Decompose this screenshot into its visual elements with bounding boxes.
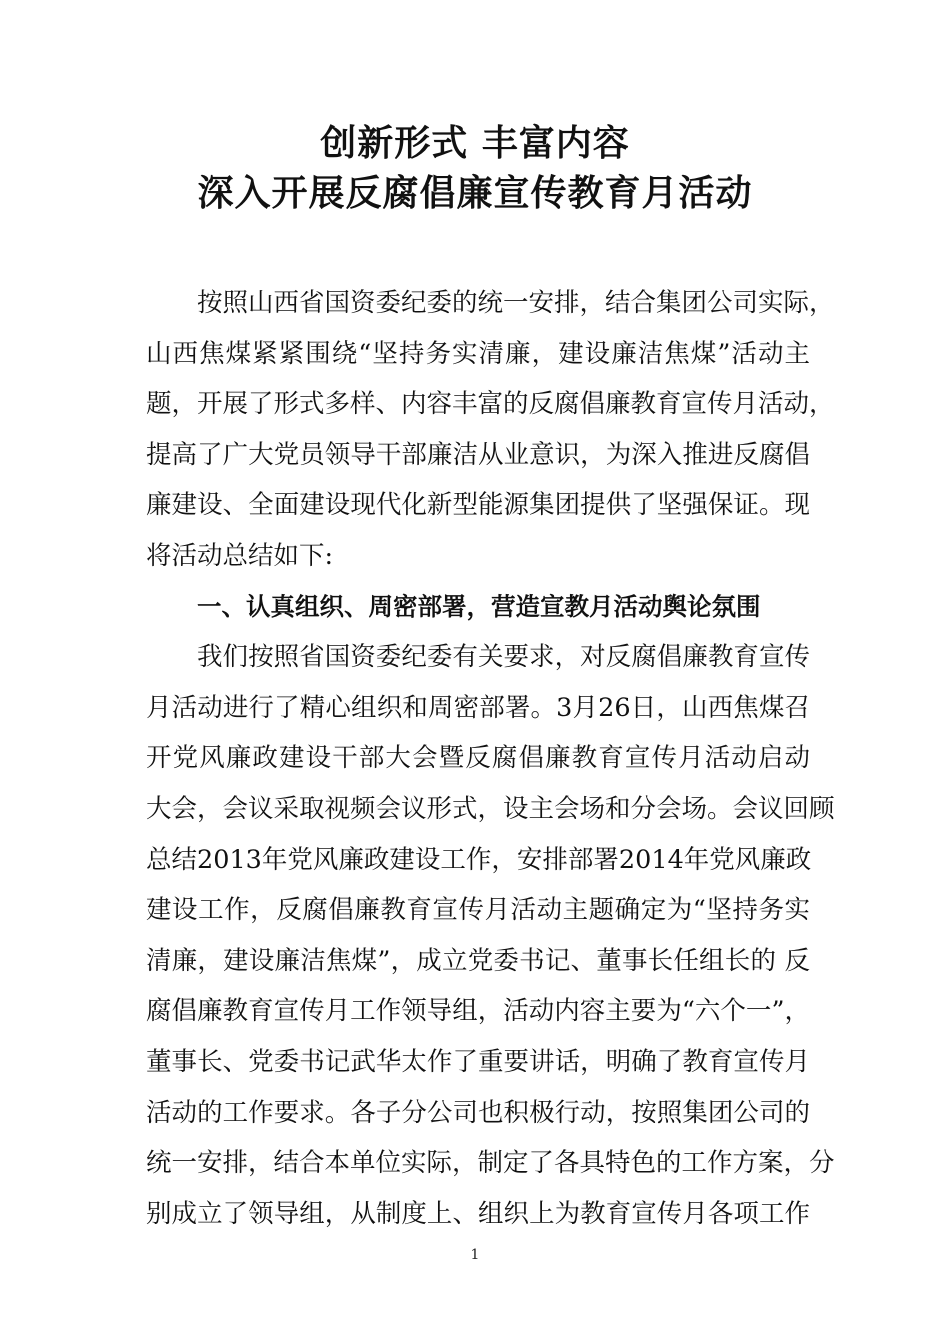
- section-heading: 一、认真组织、周密部署，营造宣教月活动舆论氛围: [197, 591, 761, 621]
- body-line: 山西焦煤紧紧围绕“坚持务实清廉，建设廉洁焦煤”活动主: [146, 338, 810, 369]
- document-title: [0, 118, 950, 218]
- title-line-1: 创新形式 丰富内容: [320, 122, 630, 164]
- body-line: 建设工作，反腐倡廉教育宣传月活动主题确定为“坚持务实: [146, 895, 810, 926]
- body-line: 总结2013年党风廉政建设工作，安排部署2014年党风廉政: [146, 844, 812, 875]
- body-line: 提高了广大党员领导干部廉洁从业意识，为深入推进反腐倡: [146, 439, 810, 470]
- body-line: 按照山西省国资委纪委的统一安排，结合集团公司实际，: [197, 288, 835, 318]
- body-line: 董事长、党委书记武华太作了重要讲话，明确了教育宣传月: [146, 1046, 810, 1077]
- body-line: 活动的工作要求。各子分公司也积极行动，按照集团公司的: [146, 1097, 810, 1128]
- body-line: 我们按照省国资委纪委有关要求，对反腐倡廉教育宣传: [197, 642, 810, 673]
- body-line: 将活动总结如下:: [146, 540, 334, 571]
- body-line: 廉建设、全面建设现代化新型能源集团提供了坚强保证。现: [146, 490, 810, 521]
- body-line: 月活动进行了精心组织和周密部署。3月26日，山西焦煤召: [146, 692, 810, 723]
- body-line: 清廉，建设廉洁焦煤”，成立党委书记、董事长任组长的 反: [146, 945, 810, 976]
- page-number: 1: [470, 1247, 480, 1263]
- document-body: [146, 278, 835, 1239]
- body-line: 题，开展了形式多样、内容丰富的反腐倡廉教育宣传月活动，: [146, 389, 835, 420]
- body-line: 别成立了领导组，从制度上、组织上为教育宣传月各项工作: [146, 1198, 810, 1229]
- body-line: 大会，会议采取视频会议形式，设主会场和分会场。会议回顾: [146, 793, 835, 824]
- body-line: 统一安排，结合本单位实际，制定了各具特色的工作方案，分: [146, 1148, 835, 1179]
- title-line-2: 深入开展反腐倡廉宣传教育月活动: [197, 172, 753, 214]
- body-line: 腐倡廉教育宣传月工作领导组，活动内容主要为“六个一”，: [146, 996, 810, 1027]
- body-line: 开党风廉政建设干部大会暨反腐倡廉教育宣传月活动启动: [146, 743, 810, 774]
